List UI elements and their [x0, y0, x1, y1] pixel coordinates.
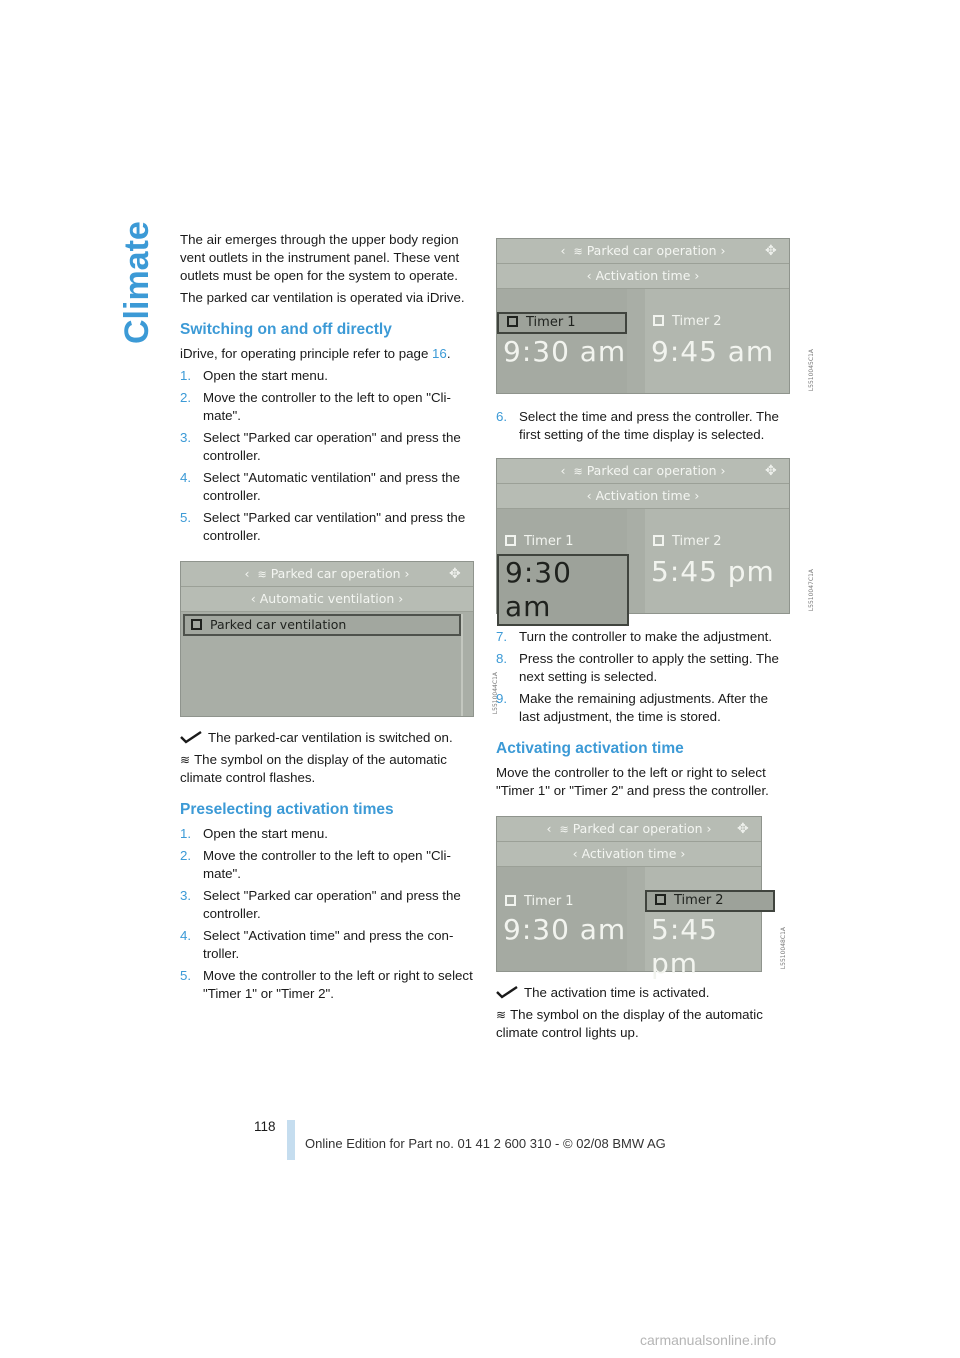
note-lights-up: ≋ The symbol on the display of the automatic climate control lights up.: [496, 1007, 763, 1040]
controller-icon: ✥: [765, 463, 777, 479]
list-item: 5. Select "Parked car ventilation" and press the controller.: [180, 510, 466, 543]
list-item: 2. Move the controller to the left to open "Cli-mate".: [180, 848, 451, 881]
intro-paragraph: The air emerges through the upper body region vent outlets in the instrument panel. These vent outlets must be open for the system to operate.: [180, 232, 460, 283]
steps-adjust: [496, 628, 792, 726]
checkbox-icon: [505, 895, 516, 906]
vent-icon: ≋: [559, 823, 569, 836]
ventilation-symbol-icon: ≋: [496, 1008, 507, 1022]
timer2-time: 9:45 am: [651, 335, 775, 368]
screenshot-activation-time-a: [496, 238, 815, 394]
timer2-time: 5:45 pm: [651, 555, 775, 588]
checkbox-icon: [653, 535, 664, 546]
list-item: 1. Open the start menu.: [180, 368, 328, 383]
note-activated: The activation time is activated.: [496, 984, 792, 1002]
timer2-pane[interactable]: [645, 289, 789, 393]
menu-bar-parked-car-operation: ‹ ≋ Parked car operation ›: [497, 239, 789, 264]
menu-bar-activation-time: ‹ Activation time ›: [497, 484, 789, 509]
note-switched-on: The parked-car ventilation is switched on.: [180, 729, 475, 747]
list-item: 3. Select "Parked car operation" and press the controller.: [180, 888, 461, 921]
heading-preselecting: Preselecting activation times: [180, 801, 394, 818]
vent-icon: ≋: [257, 568, 267, 581]
list-item: 4. Select "Activation time" and press the con-troller.: [180, 928, 454, 961]
vent-icon: ≋: [573, 245, 583, 258]
timer1-time: 9:30 am: [503, 913, 627, 946]
checkbox-icon: [505, 535, 516, 546]
list-item: 1. Open the start menu.: [180, 826, 328, 841]
timer1-pane[interactable]: [497, 289, 627, 393]
ventilation-symbol-icon: ≋: [180, 753, 191, 767]
timer2-label: Timer 2: [651, 533, 722, 551]
heading-switching: Switching on and off directly: [180, 321, 392, 338]
list-item: 9. Make the remaining adjustments. After the last adjustment, the time is stored.: [496, 691, 769, 724]
list-item: 5. Move the controller to the left or right to select "Timer 1" or "Timer 2".: [180, 968, 473, 1001]
timer1-time: 9:30 am: [503, 335, 627, 368]
checkbox-icon: [507, 316, 518, 327]
menu-bar-parked-car-operation: ‹ ≋ Parked car operation ›: [181, 562, 473, 587]
page-link[interactable]: 16: [432, 346, 447, 361]
controller-icon: ✥: [737, 821, 749, 837]
image-code: L5510048C1A: [780, 927, 787, 970]
screenshot-activation-time-c: [496, 816, 787, 980]
checkbox-icon: [191, 619, 202, 630]
watermark: carmanualsonline.info: [640, 1332, 777, 1348]
controller-icon: ✥: [765, 243, 777, 259]
idrive-paragraph: The parked car ventilation is operated via iDrive.: [180, 290, 465, 305]
menu-bar-automatic-ventilation: ‹ Automatic ventilation ›: [181, 587, 473, 612]
list-item: 7. Turn the controller to make the adjustment.: [496, 629, 773, 644]
list-item: 8. Press the controller to apply the setting. The next setting is selected.: [496, 651, 779, 684]
timer2-time: 5:45 pm: [651, 913, 718, 980]
timer2-pane[interactable]: [645, 867, 761, 980]
activate-paragraph: Move the controller to the left or right to select "Timer 1" or "Timer 2" and press the controller.: [496, 765, 769, 798]
steps-select-time: [496, 408, 792, 444]
list-item: 2. Move the controller to the left to open "Cli-mate".: [180, 390, 451, 423]
heading-activating: Activating activation time: [496, 740, 684, 757]
steps-preselecting: [180, 825, 475, 1003]
timer1-pane[interactable]: [497, 867, 627, 971]
menu-bar-parked-car-operation: ‹ ≋ Parked car operation ›: [497, 817, 761, 842]
menu-bar-parked-car-operation: ‹ ≋ Parked car operation ›: [497, 459, 789, 484]
check-icon: [496, 986, 518, 998]
menu-bar-activation-time: ‹ Activation time ›: [497, 264, 789, 289]
image-code: L5510044C1A: [492, 672, 499, 715]
screenshot-activation-time-b: [496, 458, 815, 623]
screenshot-parked-car-ventilation: [180, 561, 499, 717]
timer2-label[interactable]: Timer 2: [645, 890, 775, 912]
timer1-label: Timer 1: [503, 533, 574, 551]
chapter-side-title: Climate: [118, 221, 156, 344]
footer-edition-text: Online Edition for Part no. 01 41 2 600 310 - © 02/08 BMW AG: [305, 1136, 666, 1151]
timer2-pane[interactable]: [645, 509, 789, 613]
right-column: [496, 238, 815, 1046]
timer1-label: Timer 1: [497, 312, 627, 334]
left-column: [180, 231, 499, 1007]
timer1-label: Timer 1: [503, 893, 574, 911]
list-item: 3. Select "Parked car operation" and press the controller.: [180, 430, 461, 463]
footer-accent-bar: [287, 1120, 295, 1160]
steps-switching: [180, 367, 475, 545]
list-item: 4. Select "Automatic ventilation" and press the controller.: [180, 470, 461, 503]
controller-icon: ✥: [449, 566, 461, 582]
checkbox-icon: [653, 315, 664, 326]
image-code: L5510047C1A: [808, 569, 815, 612]
menu-bar-activation-time: ‹ Activation time ›: [497, 842, 761, 867]
image-code: L5510045C1A: [808, 349, 815, 392]
menu-item-parked-car-ventilation[interactable]: Parked car ventilation: [183, 614, 461, 636]
page-number: 118: [254, 1119, 276, 1134]
note-flashes: ≋ The symbol on the display of the automatic climate control flashes.: [180, 752, 447, 785]
checkbox-icon: [655, 894, 666, 905]
vent-icon: ≋: [573, 465, 583, 478]
timer2-label: Timer 2: [651, 313, 722, 331]
timer1-pane[interactable]: [497, 509, 627, 623]
check-icon: [180, 731, 202, 743]
idrive-reference: iDrive, for operating principle refer to page 16.: [180, 346, 451, 361]
list-item: 6. Select the time and press the controller. The first setting of the time display is selected.: [496, 409, 779, 442]
timer1-time[interactable]: 9:30 am: [497, 554, 629, 626]
